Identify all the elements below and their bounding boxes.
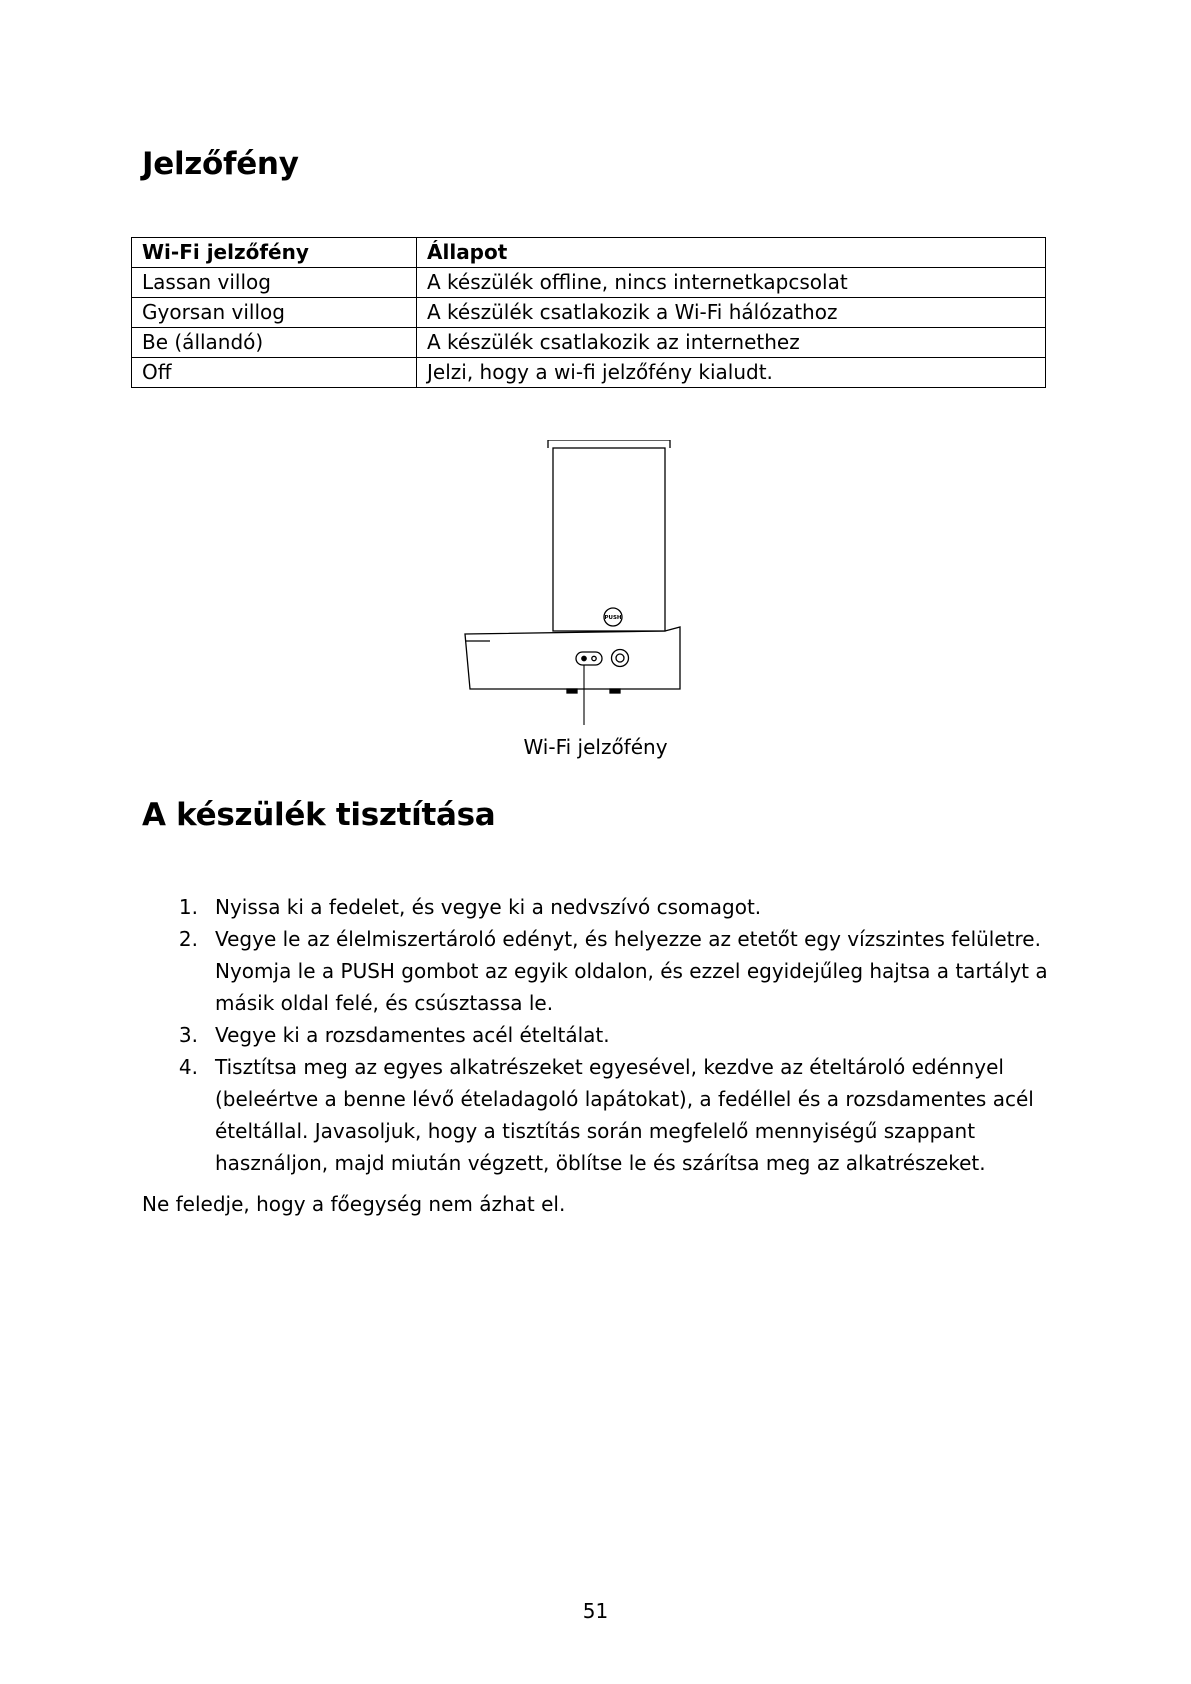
table-row [132,328,1046,358]
cleaning-steps-list [176,891,1056,1179]
table-cell-light: Gyorsan villog [132,298,417,328]
step-text: Tisztítsa meg az egyes alkatrészeket egyesével, kezdve az ételtároló edénnyel (beleértve a benne lévő ételadagoló lapátokat), a fedéllel és a rozsdamentes acél ételtállal. Javasoljuk, hogy a tisztítás során megfelelő mennyiségű szappant használjon, majd miután végzett, öblítse le és szárítsa meg az alkatrészeket. [215,1055,1034,1175]
figure-caption: Wi-Fi jelzőfény [523,735,668,759]
list-item [176,1019,1056,1051]
list-item [176,891,1056,923]
wifi-status-table [131,237,1046,388]
table-cell-light: Be (állandó) [132,328,417,358]
feeder-base [465,627,680,689]
step-number: 3. [178,1023,198,1047]
table-row [132,268,1046,298]
step-number: 4. [178,1055,198,1079]
step-text: Vegye ki a rozsdamentes acél ételtálat. [215,1023,610,1047]
feeder-illustration [440,440,740,730]
food-hopper [553,448,665,631]
page-number: 51 [582,1599,609,1623]
table-cell-state: A készülék csatlakozik az internethez [417,328,1046,358]
table-cell-light: Off [132,358,417,388]
wifi-indicator [576,652,602,665]
reset-button [612,650,629,667]
section-title-indicator: Jelzőfény [142,146,299,182]
table-header-row [132,238,1046,268]
table-cell-light: Lassan villog [132,268,417,298]
table-cell-state: A készülék offline, nincs internetkapcsolat [417,268,1046,298]
table-cell-state: Jelzi, hogy a wi-fi jelzőfény kialudt. [417,358,1046,388]
section-title-cleaning: A készülék tisztítása [142,797,496,833]
column-header-wifi-light: Wi-Fi jelzőfény [132,238,417,268]
step-text: Vegye le az élelmiszertároló edényt, és helyezze az etetőt egy vízszintes felületre. Nyomja le a PUSH gombot az egyik oldalon, és ezzel egyidejűleg hajtsa a tartályt a másik oldal felé, és csúsztassa le. [215,927,1048,1015]
column-header-state: Állapot [417,238,1046,268]
step-number: 2. [178,927,198,951]
step-text: Nyissa ki a fedelet, és vegye ki a nedvszívó csomagot. [215,895,762,919]
list-item [176,1051,1056,1179]
push-button-label: PUSH [604,615,622,621]
step-number: 1. [178,895,198,919]
table-cell-state: A készülék csatlakozik a Wi-Fi hálózathoz [417,298,1046,328]
warning-note: Ne feledje, hogy a főegység nem ázhat el. [142,1192,566,1216]
list-item [176,923,1056,1019]
table-row [132,358,1046,388]
pet-feeder-side-view [440,440,740,730]
table-row [132,298,1046,328]
